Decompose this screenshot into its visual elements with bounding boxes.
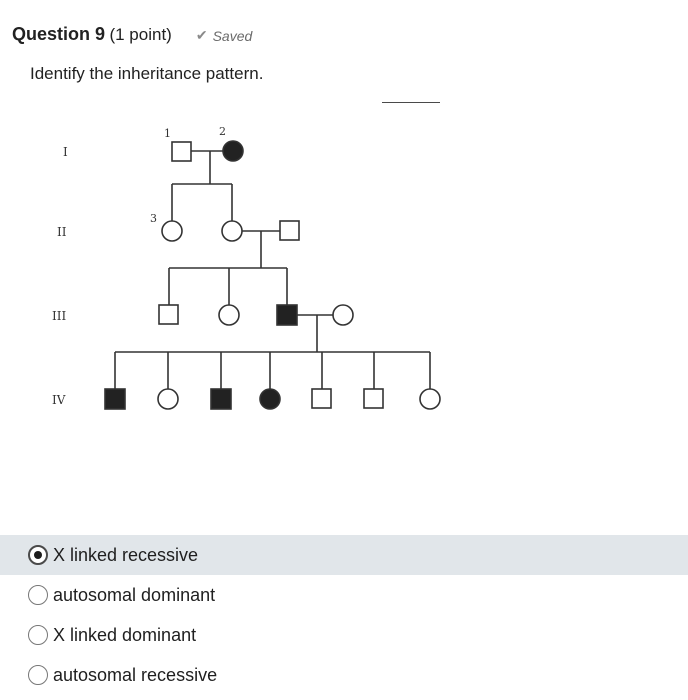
saved-status: ✔ Saved <box>195 27 253 44</box>
option-label: autosomal dominant <box>53 584 216 605</box>
answer-blank-line <box>382 102 440 103</box>
pedigree-male-unaffected-gen3 <box>159 305 178 324</box>
radio-button[interactable] <box>28 665 48 685</box>
pedigree-male-unaffected-gen4 <box>312 389 331 408</box>
pedigree-male-unaffected-gen2 <box>280 221 299 240</box>
option-x-linked-dominant[interactable] <box>0 615 688 655</box>
pedigree-male-affected-gen3 <box>277 305 297 325</box>
pedigree-male-affected-gen4 <box>211 389 231 409</box>
individual-number-2: 2 <box>219 125 226 138</box>
option-label: autosomal recessive <box>53 664 218 685</box>
option-label: X linked recessive <box>53 544 199 565</box>
individual-number-3: 3 <box>150 212 157 225</box>
pedigree-female-unaffected-gen3-spouse <box>333 305 353 325</box>
generation-label-I: I <box>63 145 68 159</box>
pedigree-female-unaffected-3 <box>162 221 182 241</box>
pedigree-male-unaffected-gen4 <box>364 389 383 408</box>
pedigree-female-affected-gen4 <box>260 389 280 409</box>
pedigree-chart <box>0 110 688 420</box>
answer-options <box>0 535 688 695</box>
pedigree-male-affected-gen4 <box>105 389 125 409</box>
pedigree-female-unaffected-gen2 <box>222 221 242 241</box>
generation-label-II: II <box>57 225 67 239</box>
individual-number-1: 1 <box>164 127 171 140</box>
option-autosomal-recessive[interactable] <box>0 655 688 695</box>
generation-label-IV: IV <box>52 393 66 407</box>
pedigree-female-unaffected-gen3 <box>219 305 239 325</box>
pedigree-female-unaffected-gen4 <box>158 389 178 409</box>
option-x-linked-recessive[interactable] <box>0 535 688 575</box>
pedigree-male-unaffected-1 <box>172 142 191 161</box>
radio-button[interactable] <box>28 625 48 645</box>
question-title: Question 9 (1 point) <box>12 24 172 44</box>
pedigree-female-affected-2 <box>223 141 243 161</box>
radio-button-selected[interactable] <box>28 545 48 565</box>
question-header <box>12 24 252 45</box>
checkmark-icon: ✔ <box>195 27 208 43</box>
pedigree-female-unaffected-gen4 <box>420 389 440 409</box>
generation-label-III: III <box>52 309 67 323</box>
option-label: X linked dominant <box>53 624 197 645</box>
option-autosomal-dominant[interactable] <box>0 575 688 615</box>
radio-button[interactable] <box>28 585 48 605</box>
question-prompt: Identify the inheritance pattern. <box>30 64 264 83</box>
